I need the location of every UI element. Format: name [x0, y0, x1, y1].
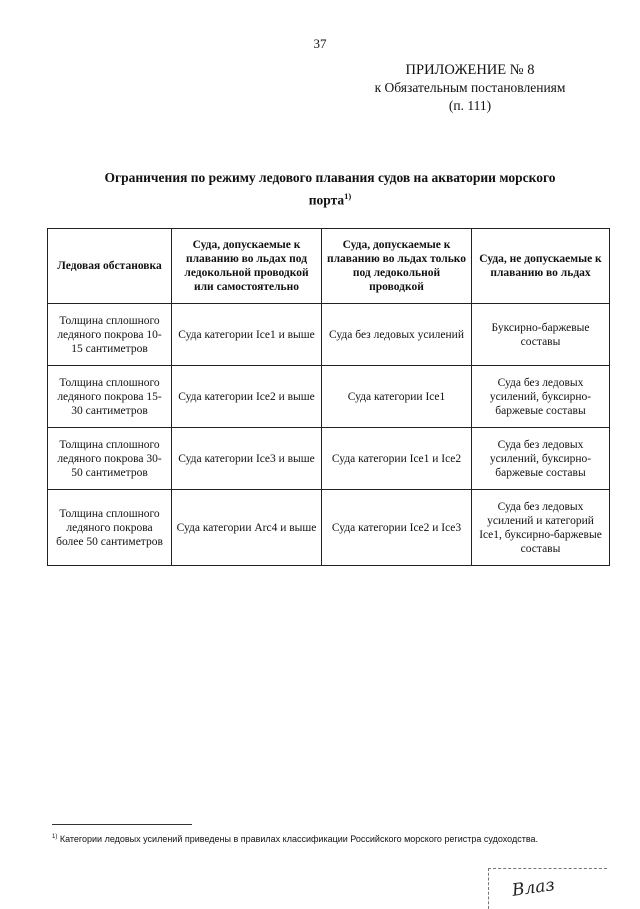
- table-row: [48, 490, 610, 566]
- document-title-line1: Ограничения по режиму ледового плавания судов на акватории морского: [104, 170, 556, 185]
- table-cell: Буксирно-баржевые составы: [472, 304, 610, 366]
- table-cell: Толщина сплошного ледяного покрова более 50 сантиметров: [48, 490, 172, 566]
- table-row: [48, 366, 610, 428]
- header-allowed-with-or-without-escort: Суда, допускаемые к плаванию во льдах под ледокольной проводкой или самостоятельно: [172, 229, 322, 304]
- table-cell: Суда категории Ice1 и Ice2: [322, 428, 472, 490]
- footnote-divider: [52, 824, 192, 825]
- table-cell: Суда без ледовых усилений, буксирно-баржевые составы: [472, 428, 610, 490]
- header-ice-conditions: Ледовая обстановка: [48, 229, 172, 304]
- appendix-subtitle: к Обязательным постановлениям: [374, 80, 566, 95]
- table-cell: Толщина сплошного ледяного покрова 10-15 сантиметров: [48, 304, 172, 366]
- appendix-title: ПРИЛОЖЕНИЕ № 8: [405, 62, 535, 78]
- title-footnote-mark: 1): [344, 191, 352, 201]
- table-cell: Толщина сплошного ледяного покрова 30-50 сантиметров: [48, 428, 172, 490]
- footnote-text: Категории ледовых усилений приведены в правилах классификации Российского морского регистра судоходства.: [59, 834, 539, 844]
- table-cell: Толщина сплошного ледяного покрова 15-30 сантиметров: [48, 366, 172, 428]
- table-cell: Суда категории Ice2 и выше: [172, 366, 322, 428]
- table-cell: Суда без ледовых усилений и категорий Ice1, буксирно-баржевые составы: [472, 490, 610, 566]
- table-header-row: [48, 229, 610, 304]
- document-title-line2: [60, 187, 600, 210]
- header-allowed-escort-only: Суда, допускаемые к плаванию во льдах только под ледокольной проводкой: [322, 229, 472, 304]
- table-cell: Суда без ледовых усилений: [322, 304, 472, 366]
- appendix-reference: (п. 111): [448, 98, 492, 113]
- document-title-line2-text: порта: [308, 192, 345, 208]
- table-cell: Суда категории Ice3 и выше: [172, 428, 322, 490]
- table-cell: Суда категории Arc4 и выше: [172, 490, 322, 566]
- document-title: [60, 168, 600, 210]
- ice-navigation-table: [47, 228, 610, 566]
- table-cell: Суда без ледовых усилений, буксирно-баржевые составы: [472, 366, 610, 428]
- table-cell: Суда категории Ice2 и Ice3: [322, 490, 472, 566]
- footnote: [52, 834, 612, 844]
- table-row: [48, 428, 610, 490]
- table-cell: Суда категории Ice1: [322, 366, 472, 428]
- page-number: 37: [313, 36, 327, 51]
- table-row: [48, 304, 610, 366]
- footnote-mark: 1): [52, 834, 58, 840]
- table-cell: Суда категории Ice1 и выше: [172, 304, 322, 366]
- signature: Влаз: [510, 875, 556, 901]
- header-not-allowed: Суда, не допускаемые к плаванию во льдах: [472, 229, 610, 304]
